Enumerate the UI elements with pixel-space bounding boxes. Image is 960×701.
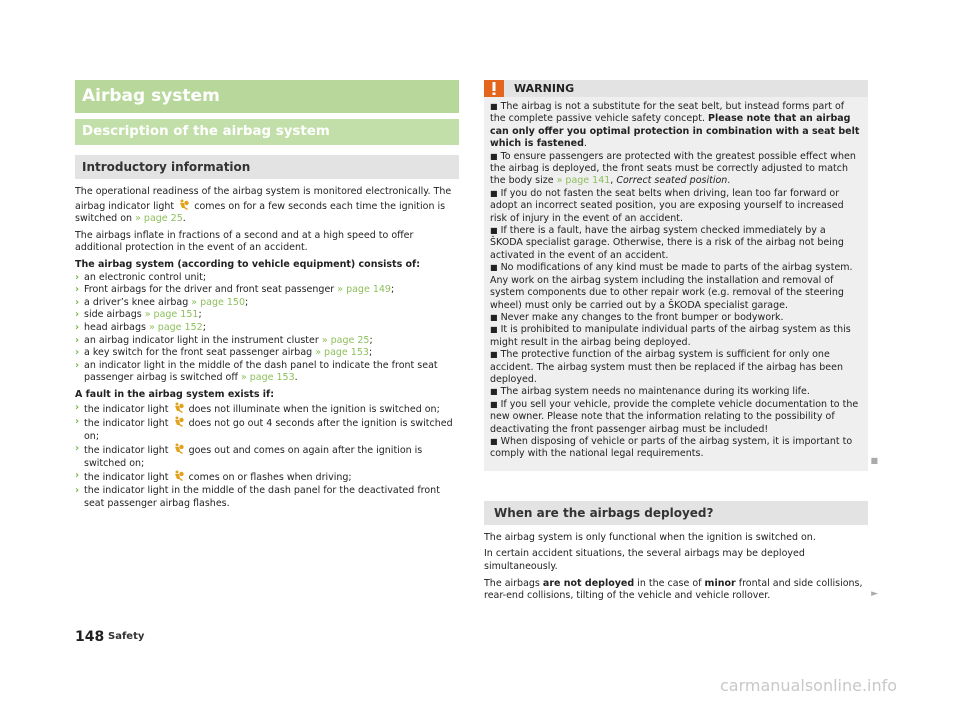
page-link[interactable]: » page 149 [337,284,391,296]
list-item: › the indicator light does not illuminate when the ignition is switched on; [75,401,440,415]
arrow-icon: › [75,359,80,371]
warning-item: ■ Never make any changes to the front bumper or bodywork. [490,311,784,323]
subsection-title: Introductory information [75,155,459,179]
continue-arrow-icon: ► [871,588,878,599]
list-item: › the indicator light goes out and comes on again after the ignition is switched on; [75,443,423,469]
page-link[interactable]: » page 153 [315,347,369,359]
page-link[interactable]: » page 150 [191,296,246,308]
warning-item: ■ To ensure passengers are protected with the greatest possible effect when the airbag is deployed, the front seats must be correctly adjusted to match the body size » page 141, Correct seated position. [490,150,856,187]
list-item: › an airbag indicator light in the instrument cluster » page 25; [75,334,373,346]
faults-list [75,402,459,511]
watermark: carmanualsonline.info [720,676,898,695]
arrow-icon: › [75,309,80,321]
left-column [75,80,459,514]
components-heading: The airbag system (according to vehicle equipment) consists of: [75,258,420,270]
warning-item: ■ If there is a fault, have the airbag system checked immediately by a ŠKODA specialist garage. Otherwise, there is a risk of the airbag not being activated in the event of an accident. [490,225,844,261]
page-link[interactable]: » page 151 [144,309,199,321]
warning-item: ■ The airbag is not a substitute for the seat belt, but instead forms part of the complete passive vehicle safety concept. Please note that an airbag can only offer you optimal protection in combination with a seat belt which is fastened. [490,101,860,150]
list-item: › a driver’s knee airbag » page 150; [75,296,249,308]
arrow-icon: › [75,334,80,346]
warning-title: WARNING [514,82,575,95]
components-list [75,272,459,385]
arrow-icon: › [75,470,80,482]
list-item: › Front airbags for the driver and front seat passenger » page 149; [75,284,395,296]
arrow-icon: › [75,485,80,497]
page-number: 148 [75,629,105,645]
warning-item: ■ No modifications of any kind must be made to parts of the airbag system. Any work on the airbag system including the installation and removal of system components due to other repair work (e.g. removal of the steering wheel) must only be carried out by a ŠKODA specialist garage. [490,262,853,311]
arrow-icon: › [75,416,80,428]
page-link[interactable]: » page 25 [135,213,183,225]
warning-item: ■ The airbag system needs no maintenance during its working life. [490,386,810,398]
arrow-icon: › [75,401,80,413]
warning-item: ■ If you sell your vehicle, provide the complete vehicle documentation to the new owner. Please note that the information relating to the possibility of deactivating the front passenger airbag must be included! [490,398,859,435]
arrow-icon: › [75,271,80,283]
warning-item: ■ It is prohibited to manipulate individual parts of the airbag system as this might result in the airbag being deployed. [490,324,851,348]
deploy-paragraph-2: In certain accident situations, the several airbags may be deployed simultaneously. [484,548,805,572]
warning-item: ■ If you do not fasten the seat belts when driving, lean too far forward or adopt an incorrect seated position, you are exposing yourself to increased risk of injury in the event of an accident. [490,187,844,224]
deploy-section [484,531,878,603]
chapter-title: Airbag system [75,80,459,113]
airbag-warning-icon [174,416,184,427]
list-item: › an indicator light in the middle of the dash panel to indicate the front seat passenger airbag is switched off » page 153. [75,359,438,384]
airbag-warning-icon [179,199,189,210]
intro-paragraph-1: The operational readiness of the airbag system is monitored electronically. The airbag indicator light comes on for a few seconds each time the ignition is switched on » page 25. [75,186,452,225]
intro-paragraph-2: The airbags inflate in fractions of a second and at a high speed to offer additional protection in the event of an accident. [75,229,414,254]
list-item: › an electronic control unit; [75,271,207,283]
warning-body [484,97,868,461]
right-column [484,80,878,607]
list-item: › the indicator light does not go out 4 seconds after the ignition is switched on; [75,416,453,442]
footer-section: Safety [108,631,145,642]
warning-box [484,80,878,471]
list-item: › head airbags » page 152; [75,321,206,333]
list-item: › side airbags » page 151; [75,309,202,321]
page-link[interactable]: » page 141 [556,175,611,187]
page-link[interactable]: » page 25 [321,334,370,346]
warning-header [484,80,868,97]
page-link[interactable]: » page 152 [148,321,203,333]
warning-icon [484,80,504,97]
airbag-warning-icon [174,470,184,481]
section-title: Description of the airbag system [75,119,459,145]
deploy-title: When are the airbags deployed? [484,501,868,525]
arrow-icon: › [75,321,80,333]
deploy-paragraph-1: The airbag system is only functional when the ignition is switched on. [484,531,816,543]
fault-heading: A fault in the airbag system exists if: [75,388,274,400]
warning-item: ■ The protective function of the airbag system is sufficient for only one accident. The airbag system must then be replaced if the airbag has been deployed. [490,349,843,385]
page-link[interactable]: » page 153 [240,372,295,384]
arrow-icon: › [75,347,80,359]
warning-item: ■ When disposing of vehicle or parts of the airbag system, it is important to comply with the national legal requirements. [490,435,853,460]
list-item: › the indicator light comes on or flashes when driving; [75,470,352,484]
list-item: › the indicator light in the middle of the dash panel for the deactivated front seat passenger airbag flashes. [75,485,440,509]
deploy-paragraph-3: The airbags are not deployed in the case of minor frontal and side collisions, rear-end collisions, tilting of the vehicle and vehicle rollover. [484,577,863,602]
airbag-warning-icon [174,443,184,454]
arrow-icon: › [75,443,80,455]
arrow-icon: › [75,296,80,308]
airbag-warning-icon [174,402,184,413]
end-marker-icon: ■ [870,455,878,465]
arrow-icon: › [75,284,80,296]
list-item: › a key switch for the front seat passenger airbag » page 153; [75,347,373,359]
